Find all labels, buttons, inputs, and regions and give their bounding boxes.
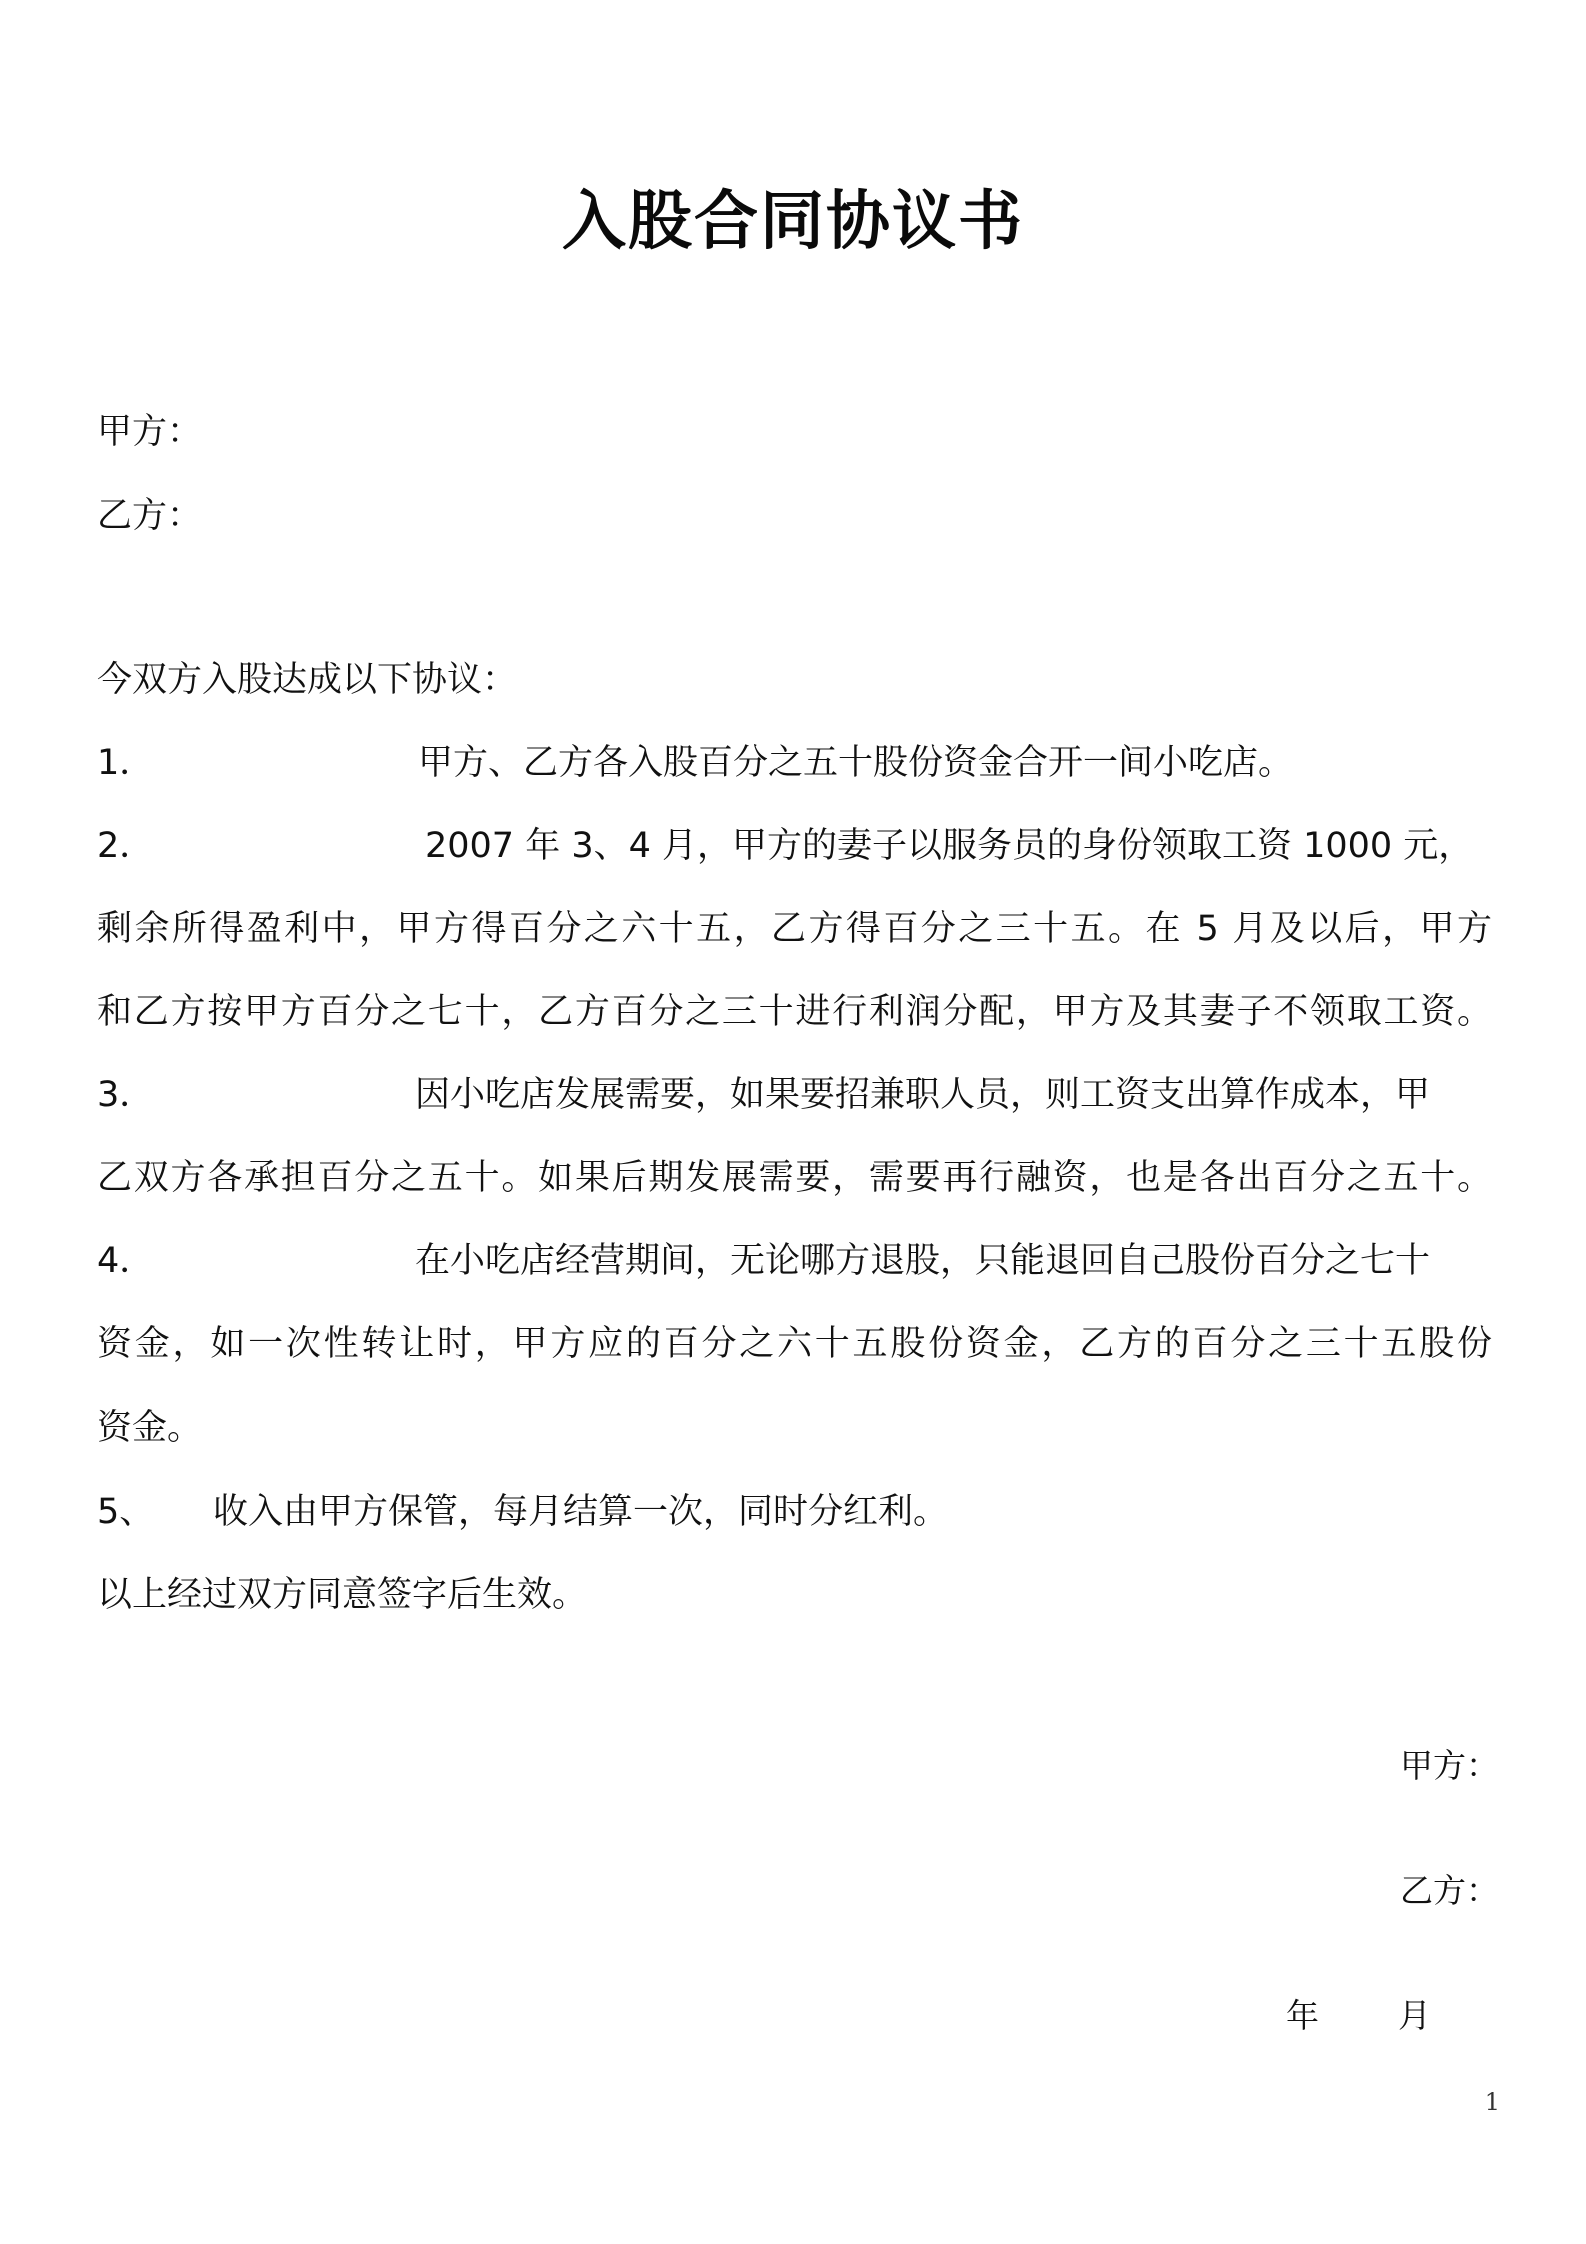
signature-year: 年 [1286, 1996, 1319, 2035]
document-title: 入股合同协议书 [562, 185, 1024, 259]
clause-5-number: 5、 [97, 1492, 155, 1532]
signature-party-b: 乙方： [1400, 1871, 1499, 1910]
clause-3-text-line-2: 乙双方各承担百分之五十。如果后期发展需要，需要再行融资，也是各出百分之五十。 [97, 1158, 1492, 1198]
closing-statement: 以上经过双方同意签字后生效。 [97, 1575, 588, 1615]
agreement-intro: 今双方入股达成以下协议： [97, 660, 518, 700]
signature-party-a: 甲方： [1400, 1746, 1499, 1785]
page-number: 1 [1484, 2088, 1500, 2116]
party-a-label: 甲方： [97, 412, 203, 452]
clause-3-number: 3． [97, 1075, 155, 1115]
clause-2-text-line-3: 和乙方按甲方百分之七十，乙方百分之三十进行利润分配，甲方及其妻子不领取工资。 [97, 992, 1492, 1032]
clause-2-text-line-1: 2007 年 3、4 月，甲方的妻子以服务员的身份领取工资 1000 元， [425, 826, 1474, 866]
clause-5-text: 收入由甲方保管，每月结算一次，同时分红利。 [213, 1492, 949, 1532]
party-b-label: 乙方： [97, 496, 203, 536]
clause-1-number: 1． [97, 743, 155, 783]
signature-month: 月 [1398, 1996, 1431, 2035]
clause-3-text-line-1: 因小吃店发展需要，如果要招兼职人员，则工资支出算作成本，甲 [415, 1075, 1431, 1115]
clause-4-number: 4． [97, 1241, 155, 1281]
clause-2-number: 2． [97, 826, 155, 866]
clause-4-text-line-2: 资金，如一次性转让时，甲方应的百分之六十五股份资金，乙方的百分之三十五股份 [97, 1324, 1492, 1364]
clause-4-text-line-1: 在小吃店经营期间，无论哪方退股，只能退回自己股份百分之七十 [415, 1241, 1431, 1281]
clause-1-text: 甲方、乙方各入股百分之五十股份资金合开一间小吃店。 [418, 743, 1294, 783]
clause-2-text-line-2: 剩余所得盈利中，甲方得百分之六十五，乙方得百分之三十五。在 5 月及以后，甲方 [97, 909, 1492, 949]
clause-4-text-line-3: 资金。 [97, 1408, 203, 1448]
